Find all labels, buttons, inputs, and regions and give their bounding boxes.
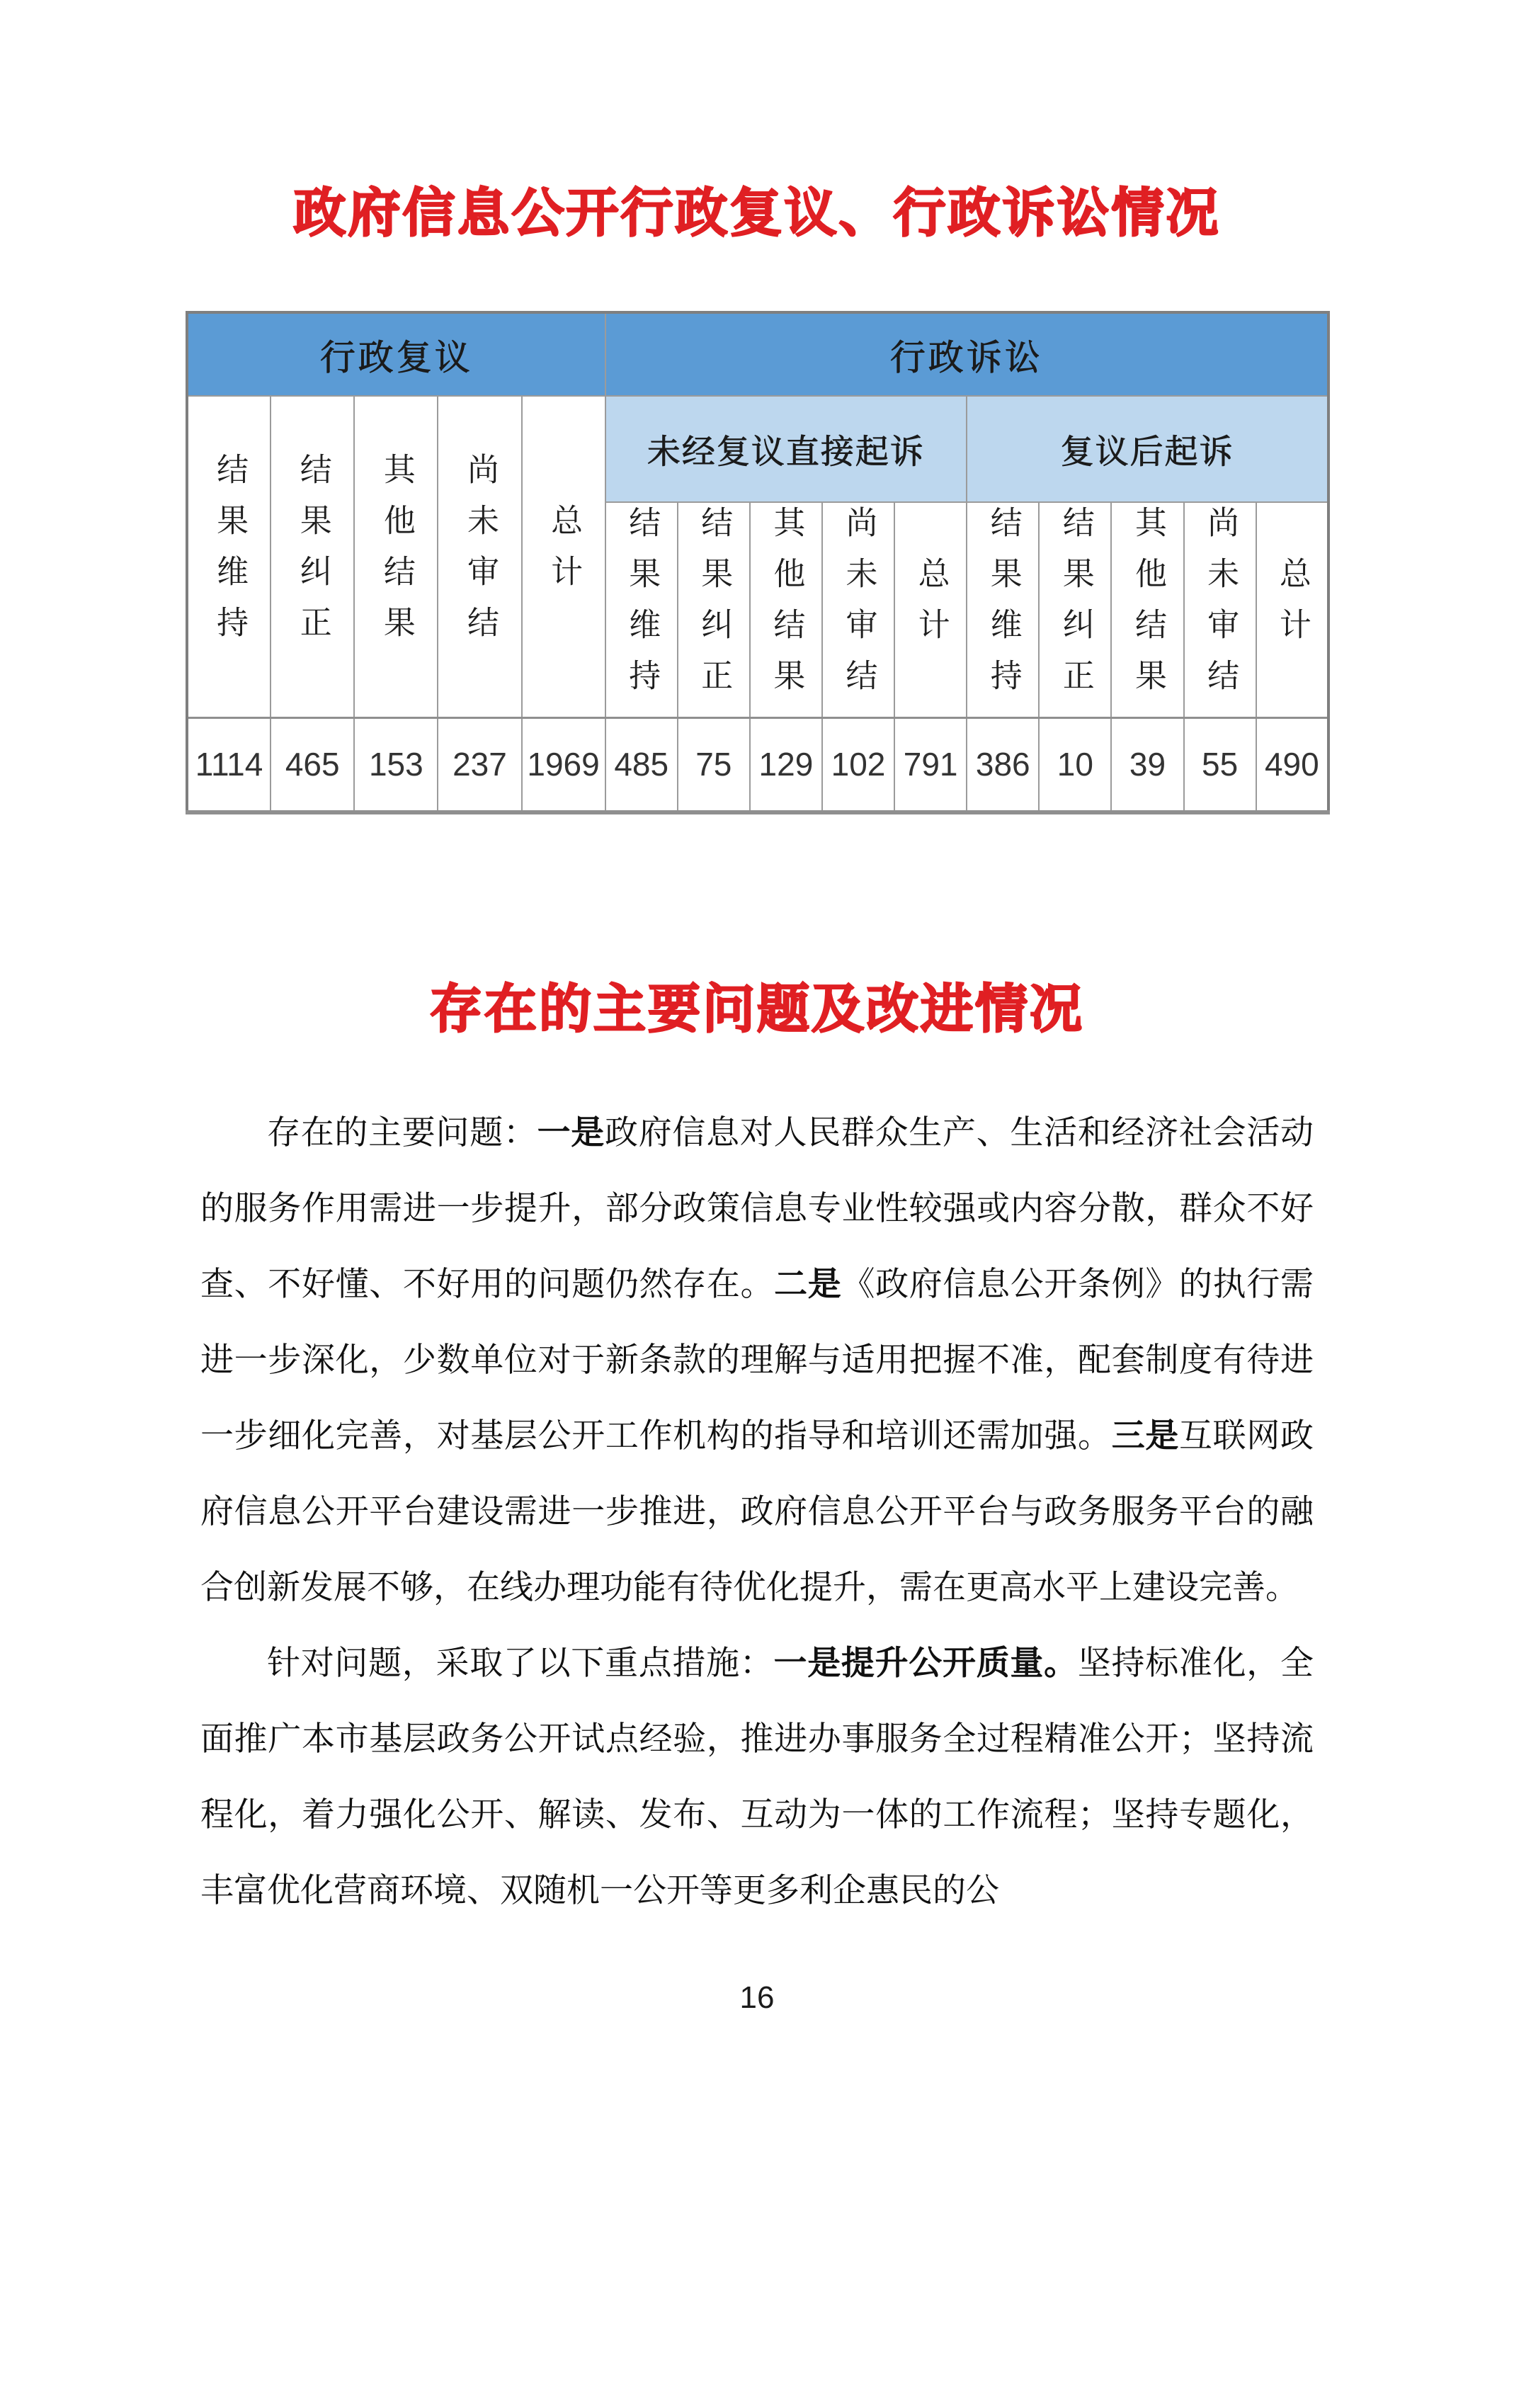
- col-header-result-upheld: 结果维持: [605, 502, 678, 717]
- table-cell: 386: [967, 717, 1039, 812]
- text-run-bold: 一是: [537, 1115, 605, 1152]
- col-header-result-corrected: 结果纠正: [1039, 502, 1111, 717]
- table-cell: 75: [678, 717, 750, 812]
- col-header-result-upheld: 结果维持: [967, 502, 1039, 717]
- table-cell: 39: [1111, 717, 1183, 812]
- col-header-pending: 尚未审结: [1184, 502, 1256, 717]
- text-run: 《政府信息公开条例》的执行需进一步深化，少数单位对于新条款的理解与适用把握不准，配套制度有待进一步细化完善，对基层公开工作机构的指导和培训还需加强。: [200, 1266, 1314, 1455]
- table-cell: 490: [1256, 717, 1328, 812]
- text-run-bold: 一是提升公开质量。: [773, 1645, 1078, 1683]
- col-header-other-result: 其他结果: [1111, 502, 1183, 717]
- table-cell: 102: [822, 717, 894, 812]
- table-data-row: [187, 717, 1328, 812]
- text-run: 存在的主要问题：: [267, 1115, 537, 1152]
- section-title-problems-improvements: 存在的主要问题及改进情况: [430, 979, 1084, 1039]
- table-cell: 237: [438, 717, 521, 812]
- header-lawsuit-after-reconsideration: 复议后起诉: [967, 396, 1328, 502]
- table-cell: 153: [354, 717, 438, 812]
- body-text: [200, 1096, 1314, 1929]
- table-cell: 791: [894, 717, 967, 812]
- text-run-bold: 二是: [774, 1266, 842, 1304]
- table-cell: 55: [1184, 717, 1256, 812]
- review-litigation-stats-table: [186, 311, 1330, 814]
- col-header-result-upheld: 结果维持: [187, 396, 271, 717]
- text-run: 坚持标准化，全面推广本市基层政务公开试点经验，推进办事服务全过程精准公开；坚持流程化，着力强化公开、解读、发布、互动为一体的工作流程；坚持专题化，丰富优化营商环境、双随机一公开等更多利企惠民的公: [200, 1645, 1314, 1910]
- table-cell: 465: [271, 717, 354, 812]
- text-run: 政府信息对人民群众生产、生活和经济社会活动的服务作用需进一步提升，部分政策信息专业性较强或内容分散，群众不好查、不好懂、不好用的问题仍然存在。: [200, 1115, 1314, 1304]
- table-cell: 485: [605, 717, 678, 812]
- page-number: 16: [739, 1980, 775, 2016]
- header-admin-reconsideration: 行政复议: [187, 312, 605, 396]
- col-header-result-corrected: 结果纠正: [678, 502, 750, 717]
- text-run-bold: 三是: [1111, 1418, 1180, 1455]
- table-cell: 10: [1039, 717, 1111, 812]
- col-header-result-corrected: 结果纠正: [271, 396, 354, 717]
- col-header-other-result: 其他结果: [354, 396, 438, 717]
- table-group-header-row: [187, 312, 1328, 396]
- table-sub-header-row: [187, 396, 1328, 502]
- col-header-pending: 尚未审结: [438, 396, 521, 717]
- col-header-total: 总计: [522, 396, 605, 717]
- report-page: [0, 183, 1514, 2408]
- table-cell: 1969: [522, 717, 605, 812]
- table-cell: 129: [750, 717, 822, 812]
- paragraph-measures: [200, 1626, 1314, 1929]
- text-run: 针对问题，采取了以下重点措施：: [267, 1645, 774, 1683]
- col-header-total: 总计: [894, 502, 967, 717]
- header-admin-litigation: 行政诉讼: [605, 312, 1328, 396]
- table-cell: 1114: [187, 717, 271, 812]
- col-header-total: 总计: [1256, 502, 1328, 717]
- text-run: 互联网政府信息公开平台建设需进一步推进，政府信息公开平台与政务服务平台的融合创新发展不够，在线办理功能有待优化提升，需在更高水平上建设完善。: [200, 1418, 1314, 1607]
- header-direct-lawsuit: 未经复议直接起诉: [605, 396, 967, 502]
- col-header-other-result: 其他结果: [750, 502, 822, 717]
- col-header-pending: 尚未审结: [822, 502, 894, 717]
- paragraph-problems: [200, 1096, 1314, 1626]
- section-title-review-litigation: 政府信息公开行政复议、行政诉讼情况: [293, 183, 1221, 242]
